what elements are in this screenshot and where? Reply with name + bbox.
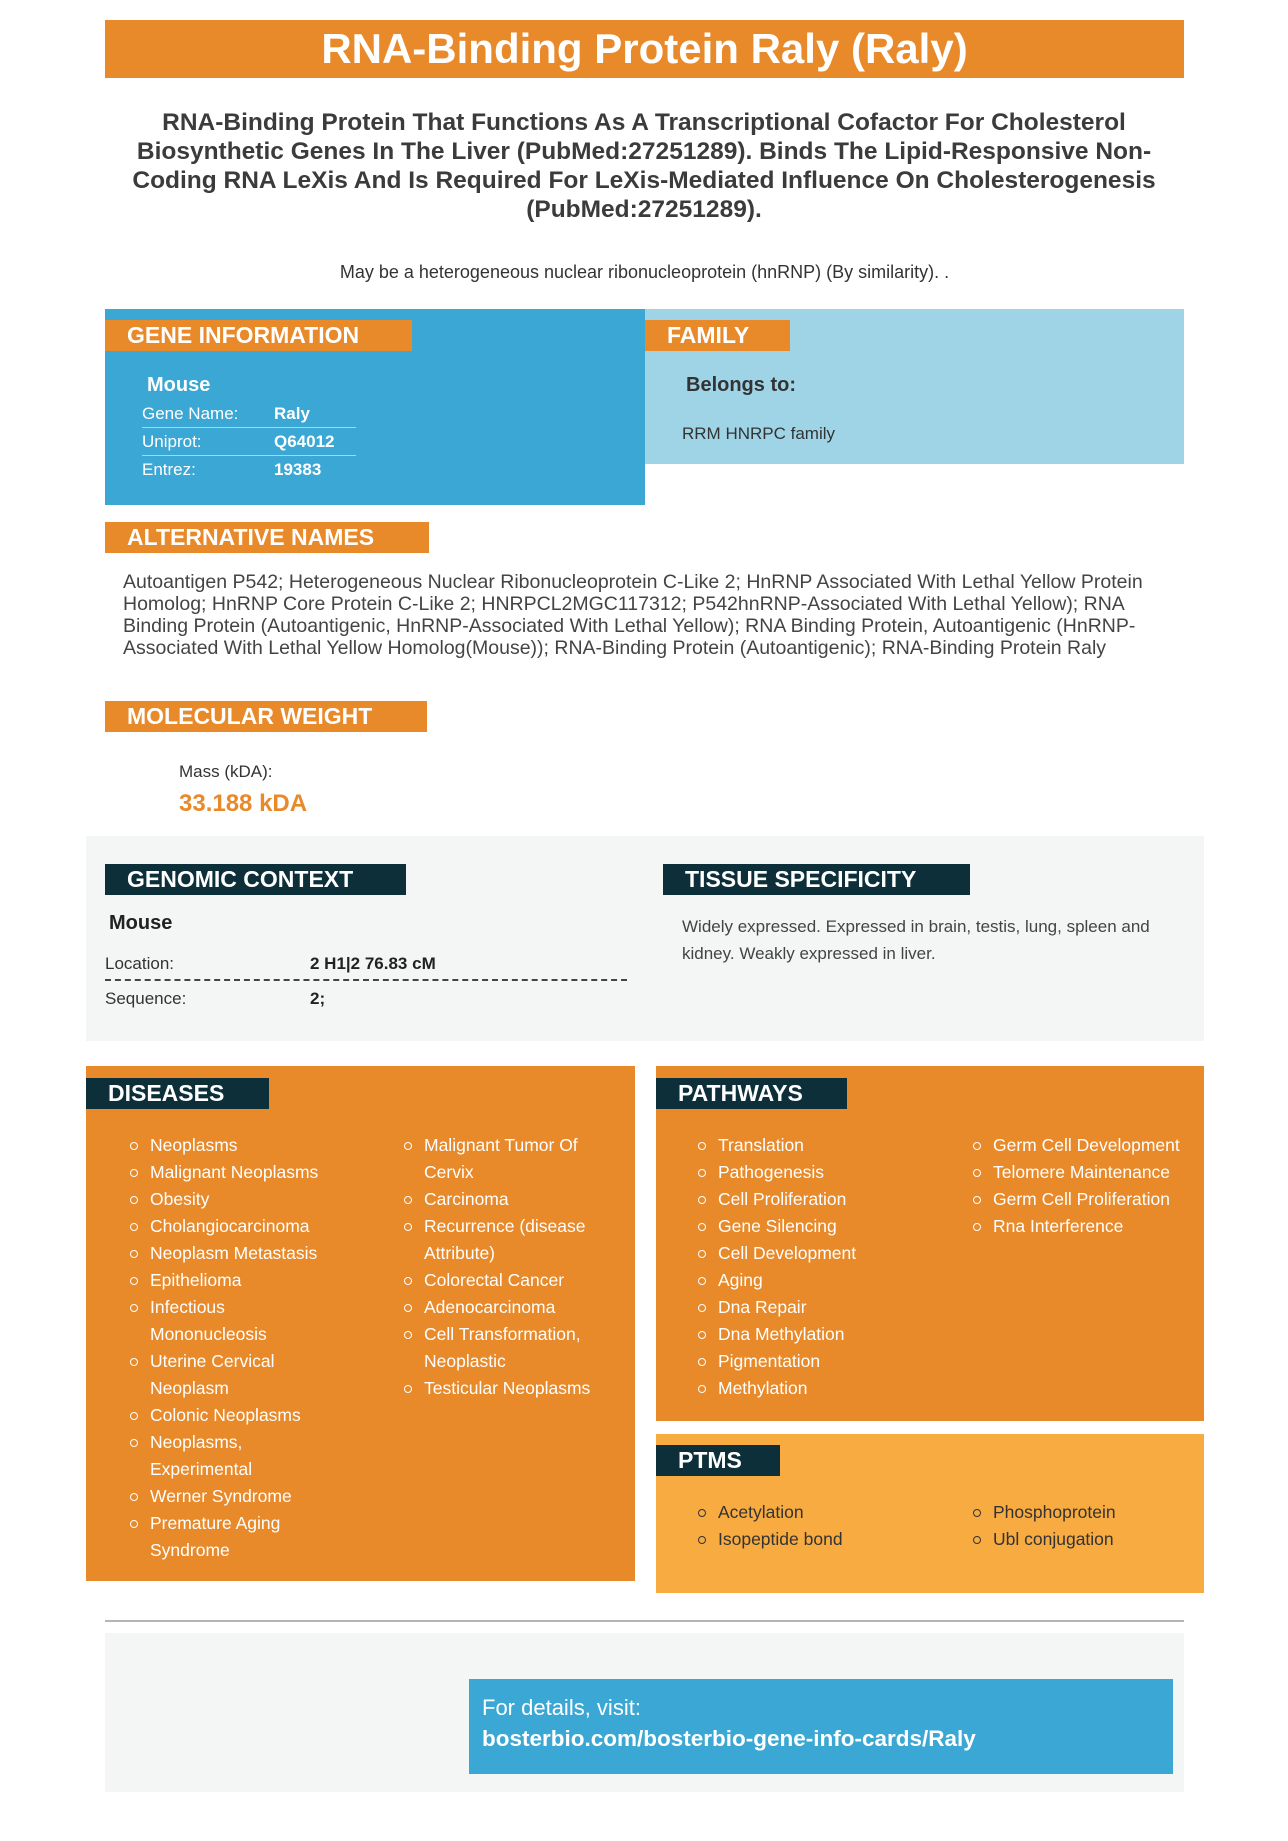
protein-summary: RNA-Binding Protein That Functions As A Transcriptional Cofactor For Cholesterol Biosynthetic Genes In The Liver (PubMed:27251289). Binds The Lipid-Responsive Non-Coding RNA LeXis And Is Required For LeXis-Mediated Influence On Cholesterogenesis (PubMed:27251289). [132, 109, 1156, 223]
pathways-list-col1 [698, 1132, 938, 1402]
pathway-item: Telomere Maintenance [973, 1159, 1198, 1186]
disease-item: Neoplasm Metastasis [130, 1240, 330, 1267]
disease-item: Werner Syndrome [130, 1483, 330, 1510]
uniprot-row [142, 428, 356, 456]
protein-subsummary: May be a heterogeneous nuclear ribonucleoprotein (hnRNP) (By similarity). . [339, 262, 950, 282]
alternative-names-text: Autoantigen P542; Heterogeneous Nuclear Ribonucleoprotein C-Like 2; HnRNP Associated With Lethal Yellow Protein Homolog; HnRNP Core Protein C-Like 2; HNRPCL2MGC117312; P542hnRNP-Associated With Lethal Yellow); RNA Binding Protein (Autoantigenic, HnRNP-Associated With Lethal Yellow); RNA Binding Protein, Autoantigenic (HnRNP-Associated With Lethal Yellow Homolog(Mouse)); RNA-Binding Protein (Autoantigenic); RNA-Binding Protein Raly [123, 571, 1143, 659]
details-link[interactable]: bosterbio.com/bosterbio-gene-info-cards/Raly [482, 1726, 976, 1751]
pathways-heading: PATHWAYS [656, 1078, 847, 1109]
disease-item: Colorectal Cancer [404, 1267, 604, 1294]
mass-value: 33.188 kDA [179, 790, 308, 817]
gene-name-value: Raly [274, 404, 310, 423]
gene-species: Mouse [147, 374, 211, 396]
entrez-value: 19383 [274, 460, 322, 479]
entrez-row [142, 456, 356, 484]
entrez-label: Entrez: [142, 460, 196, 479]
pathways-panel [656, 1066, 1204, 1421]
diseases-heading: DISEASES [86, 1078, 269, 1109]
disease-item: Adenocarcinoma [404, 1294, 604, 1321]
pathway-item: Cell Development [698, 1240, 938, 1267]
pathway-item: Pigmentation [698, 1348, 938, 1375]
pathway-item: Pathogenesis [698, 1159, 938, 1186]
genomic-context-heading: GENOMIC CONTEXT [105, 864, 406, 895]
sequence-value: 2; [310, 989, 326, 1008]
disease-item: Carcinoma [404, 1186, 604, 1213]
ptm-item: Isopeptide bond [698, 1526, 938, 1553]
tissue-specificity-heading: TISSUE SPECIFICITY [663, 864, 970, 895]
diseases-list-col1 [130, 1132, 330, 1564]
disease-item: Colonic Neoplasms [130, 1402, 330, 1429]
disease-item: Epithelioma [130, 1267, 330, 1294]
molecular-weight-heading: MOLECULAR WEIGHT [105, 701, 427, 732]
alternative-names-heading: ALTERNATIVE NAMES [105, 522, 429, 553]
pathway-item: Rna Interference [973, 1213, 1198, 1240]
mass-label: Mass (kDA): [179, 762, 273, 781]
family-heading: FAMILY [645, 320, 790, 351]
disease-item: Obesity [130, 1186, 330, 1213]
pathway-item: Dna Methylation [698, 1321, 938, 1348]
disease-item: Cell Transformation, Neoplastic [404, 1321, 604, 1375]
disease-item: Testicular Neoplasms [404, 1375, 604, 1402]
pathway-item: Translation [698, 1132, 938, 1159]
disease-item: Infectious Mononucleosis [130, 1294, 330, 1348]
uniprot-label: Uniprot: [142, 432, 202, 451]
ptm-item: Acetylation [698, 1499, 938, 1526]
disease-item: Premature Aging Syndrome [130, 1510, 330, 1564]
pathways-list-col2 [973, 1132, 1198, 1240]
gene-name-row [142, 400, 356, 428]
disease-item: Uterine Cervical Neoplasm [130, 1348, 330, 1402]
ptms-panel [656, 1434, 1204, 1593]
ptms-list-col1 [698, 1499, 938, 1553]
gene-name-label: Gene Name: [142, 404, 239, 423]
ptms-heading: PTMS [656, 1445, 780, 1476]
disease-item: Neoplasms [130, 1132, 330, 1159]
pathway-item: Methylation [698, 1375, 938, 1402]
disease-item: Malignant Tumor Of Cervix [404, 1132, 604, 1186]
gene-information-heading: GENE INFORMATION [105, 320, 412, 351]
family-value: RRM HNRPC family [682, 424, 835, 443]
belongs-to-label: Belongs to: [686, 374, 796, 396]
pathway-item: Germ Cell Development [973, 1132, 1198, 1159]
page-title: RNA-Binding Protein Raly (Raly) [105, 20, 1184, 78]
details-prompt: For details, visit: [482, 1695, 641, 1720]
disease-item: Malignant Neoplasms [130, 1159, 330, 1186]
uniprot-value: Q64012 [274, 432, 335, 451]
pathway-item: Cell Proliferation [698, 1186, 938, 1213]
ptms-list-col2 [973, 1499, 1198, 1553]
ptm-item: Phosphoprotein [973, 1499, 1198, 1526]
pathway-item: Germ Cell Proliferation [973, 1186, 1198, 1213]
disease-item: Recurrence (disease Attribute) [404, 1213, 604, 1267]
diseases-panel [86, 1066, 635, 1581]
disease-item: Neoplasms, Experimental [130, 1429, 330, 1483]
sequence-label: Sequence: [105, 989, 187, 1008]
location-value: 2 H1|2 76.83 cM [310, 954, 436, 973]
footer-divider [105, 1620, 1184, 1622]
family-panel [645, 309, 1184, 464]
tissue-specificity-text: Widely expressed. Expressed in brain, testis, lung, spleen and kidney. Weakly expressed in liver. [682, 917, 1150, 963]
pathway-item: Aging [698, 1267, 938, 1294]
details-link-box[interactable] [469, 1679, 1173, 1774]
location-label: Location: [105, 954, 174, 973]
location-row [105, 947, 627, 981]
disease-item: Cholangiocarcinoma [130, 1213, 330, 1240]
genomic-species: Mouse [109, 912, 173, 934]
pathway-item: Gene Silencing [698, 1213, 938, 1240]
ptm-item: Ubl conjugation [973, 1526, 1198, 1553]
diseases-list-col2 [404, 1132, 604, 1402]
pathway-item: Dna Repair [698, 1294, 938, 1321]
gene-information-panel [105, 309, 645, 505]
sequence-row [105, 982, 627, 1016]
